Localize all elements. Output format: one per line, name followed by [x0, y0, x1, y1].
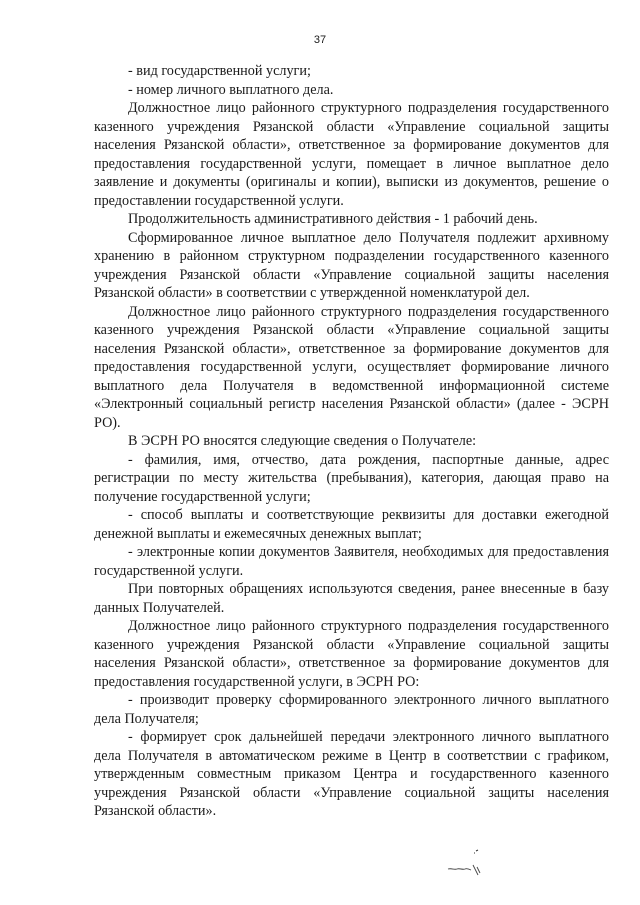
paragraph-verification: - производит проверку сформированного электронного личного выплатного дела Получателя; — [94, 692, 609, 727]
document-body — [94, 62, 609, 821]
page-number: 37 — [313, 34, 327, 46]
paragraph-electronic-copies: - электронные копии документов Заявителя, необходимых для предоставления государственной услуги. — [94, 544, 609, 579]
initials-mark — [440, 845, 490, 885]
paragraph-case-number: - номер личного выплатного дела. — [128, 81, 334, 98]
paragraph-official-in-esrn: Должностное лицо районного структурного подразделения государственного казенного учреждения Рязанской области «Управление социальной защиты населения Рязанской области», ответственное за формирование документов для предоставления государственной услуги, в ЭСРН РО: — [94, 618, 609, 690]
paragraph-esrn-info-heading: В ЭСРН РО вносятся следующие сведения о Получателе: — [128, 433, 477, 449]
paragraph-repeat-requests: При повторных обращениях используются сведения, ранее внесенные в базу данных Получателей. — [94, 581, 609, 616]
paragraph-payment-method: - способ выплаты и соответствующие реквизиты для доставки ежегодной денежной выплаты и ежемесячных денежных выплат; — [94, 507, 609, 542]
paragraph-duration: Продолжительность административного действия - 1 рабочий день. — [128, 211, 538, 227]
paragraph-service-type: - вид государственной услуги; — [128, 63, 311, 79]
paragraph-archive-storage: Сформированное личное выплатное дело Получателя подлежит архивному хранению в районном структурном подразделении государственного казенного учреждения Рязанской области «Управление социальной защиты населения Рязанской области» в соответствии с утвержденной номенклатурой дел. — [94, 229, 609, 301]
paragraph-transfer-schedule: - формирует срок дальнейшей передачи электронного личного выплатного дела Получателя в автоматическом режиме в Центр в соответствии с графиком, утвержденным совместным приказом Центра и государственного казенного учреждения Рязанской области «Управление социальной защиты населения Рязанской области». — [94, 729, 609, 819]
paragraph-official-forms-case: Должностное лицо районного структурного подразделения государственного казенного учреждения Рязанской области «Управление социальной защиты населения Рязанской области», ответственное за формирование документов для предоставления государственной услуги, осуществляет формирование личного выплатного дела Получателя в ведомственной информационной системе «Электронный социальный регистр населения Рязанской области» (далее - ЭСРН РО). — [94, 303, 609, 431]
paragraph-personal-data: - фамилия, имя, отчество, дата рождения, паспортные данные, адрес регистрации по месту жительства (пребывания), категория, дающая право на получение государственной услуги; — [94, 451, 609, 505]
paragraph-official-places-documents: Должностное лицо районного структурного подразделения государственного казенного учреждения Рязанской области «Управление социальной защиты населения Рязанской области», ответственное за формирование документов для предоставления государственной услуги, помещает в личное выплатное дело заявление и документы (оригиналы и копии), выписки из документов, решение о предоставлении государственной услуги. — [94, 100, 609, 209]
